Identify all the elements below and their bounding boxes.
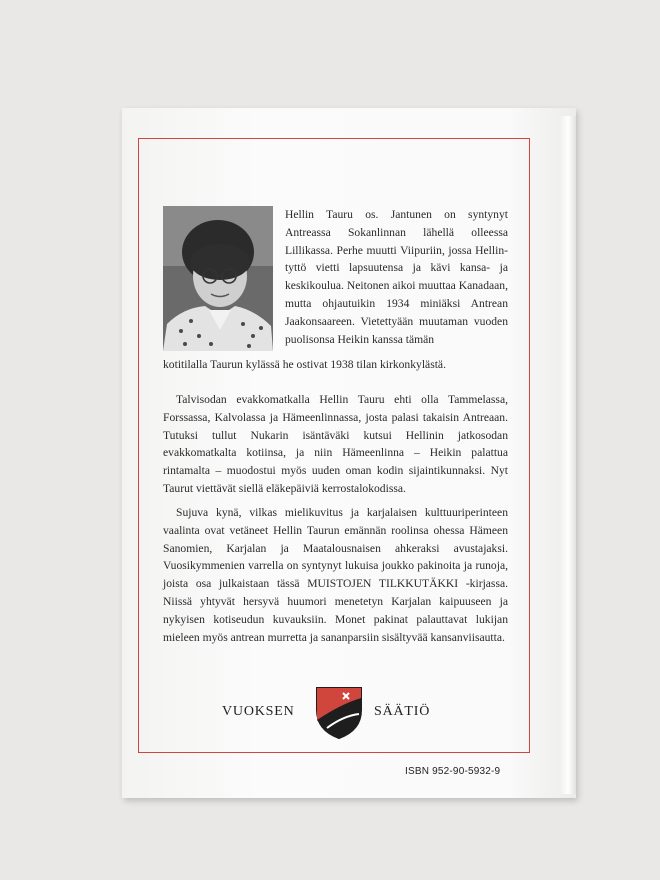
book-page-edge xyxy=(560,116,576,794)
portrait-icon xyxy=(163,206,273,351)
paragraph-writing: Sujuva kynä, vilkas mielikuvitus ja karjalaisen kulttuuriperinteen vaalinta ovat vetäneet Hellin Taurun emännän roolinsa ohessa Hämeen Sanomien, Karjalan ja Maatalousnaisen ahkeraksi avustajaksi. Vuosikymmenien varrella on syntynyt lukuisa joukko pakinoita ja runoja, joista osa julkaistaan tässä MUISTOJEN TILKKUTÄKKI -kirjassa. Niissä yhtyvät hersyvä huumori menetetyn Karjalan kaipuuseen ja nykyisen kotiseudun kuvauksiin. Monet pakinat palauttavat lukijan mieleen myös antrean murretta ja sananparsiin sisältyvää kansanviisautta. xyxy=(163,506,508,644)
logo-word-left: VUOKSEN xyxy=(222,704,295,719)
logo-word-right: SÄÄTIÖ xyxy=(374,704,431,719)
vuoksen-saatio-shield-icon xyxy=(313,684,365,740)
intro-text-beside-photo: Hellin Tauru os. Jantunen on syntynyt Antreassa Sokanlinnan lähellä olleessa Lillikassa. Perhe muutti Viipuriin, jossa Hellin-tyttö vietti lapsuutensa ja kävi kansa- ja keskikoulua. Neitonen aikoi muuttaa Kanadaan, mutta ohjautuikin 1934 miniäksi Antrean Jaakonsaareen. Vietettyään muutaman vuoden puolisonsa Heikin kanssa tämän xyxy=(285,208,508,346)
paragraph-evacuation: Talvisodan evakkomatkalla Hellin Tauru ehti olla Tammelassa, Forssassa, Kalvolassa ja Hämeenlinnassa, josta palasi takaisin Antreaan. Tutuksi tullut Nukarin isäntäväki kutsui Hellinin jatkosodan evakkomatkalta kotiinsa, ja niin Hämeenlinna – Heikin palattua rintamalta – muodostui myös uuden oman kodin sijaintikunnaksi. Nyt Taurut viettävät siellä eläkepäiviä kerrostalokodissa. xyxy=(163,393,508,495)
intro-text-continued: kotitilalla Taurun kylässä he ostivat 1938 tilan kirkonkylästä. xyxy=(163,358,446,371)
author-portrait-photo xyxy=(163,206,273,351)
isbn-number: ISBN 952-90-5932-9 xyxy=(405,766,501,777)
